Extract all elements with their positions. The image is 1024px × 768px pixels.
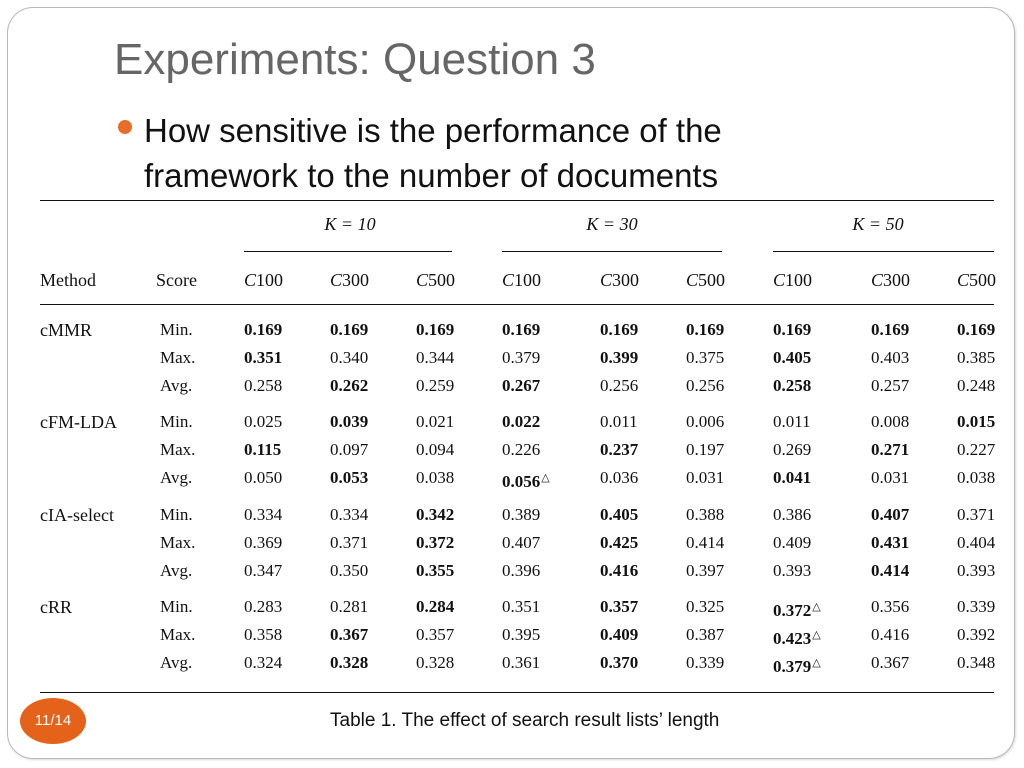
table-cell [330, 505, 368, 525]
table-cell [871, 468, 909, 488]
table-cell [416, 376, 454, 396]
cell-value: 0.358 [244, 625, 283, 644]
table-cell [330, 533, 368, 553]
cell-value: 0.011 [773, 412, 811, 431]
table-cell [686, 440, 724, 460]
cell-value: 0.256 [600, 376, 639, 395]
cell-value: 0.372 [416, 533, 455, 552]
cell-value: 0.397 [686, 561, 725, 580]
cell-value: 0.399 [600, 348, 639, 367]
table-cell [416, 468, 454, 488]
table-cell [502, 376, 540, 396]
table-cell [600, 625, 638, 645]
table-cell [244, 320, 282, 340]
table-cell [244, 533, 282, 553]
score-label: Avg. [160, 561, 193, 580]
page-number-badge: 11/14 [20, 698, 86, 744]
cell-value: 0.328 [416, 653, 455, 672]
table-cell [330, 468, 368, 488]
table-cell [600, 597, 638, 617]
table-cell [416, 412, 454, 432]
group-header-k30: K = 30 [586, 214, 638, 234]
table-cell [686, 597, 724, 617]
cell-value: 0.339 [957, 597, 996, 616]
cell-value: 0.008 [871, 412, 910, 431]
significance-triangle-icon: △ [812, 629, 821, 641]
cell-value: 0.372 [773, 601, 812, 620]
table-cell [957, 505, 995, 525]
table-cell [502, 653, 540, 673]
cell-value: 0.340 [330, 348, 369, 367]
cell-value: 0.355 [416, 561, 455, 580]
cell-value: 0.237 [600, 440, 639, 459]
table-cell [957, 561, 995, 581]
cell-value: 0.350 [330, 561, 369, 580]
table-cell [416, 320, 454, 340]
table-cell [773, 625, 821, 649]
table-cell [686, 376, 724, 396]
score-label: Max. [160, 625, 196, 644]
slide-title: Experiments: Question 3 [114, 35, 596, 84]
table-cell [957, 468, 995, 488]
score-label: Max. [160, 348, 196, 367]
score-label: Max. [160, 533, 196, 552]
table-cell [773, 597, 821, 621]
table-cell [871, 412, 909, 432]
bullet-text: How sensitive is the performance of the framework to the number of documents [144, 112, 722, 194]
table-top-rule [40, 200, 994, 201]
table-caption: Table 1. The effect of search result lists’ length [330, 710, 720, 731]
table-cell [686, 625, 724, 645]
cell-value: 0.405 [600, 505, 639, 524]
table-cell [600, 505, 638, 525]
cell-value: 0.094 [416, 440, 455, 459]
cell-value: 0.041 [773, 468, 812, 487]
col-header [773, 270, 812, 291]
col-header-prefix: C [330, 270, 343, 290]
cell-value: 0.367 [871, 653, 910, 672]
cell-value: 0.414 [686, 533, 725, 552]
table-cell [330, 412, 368, 432]
group-rule-k50 [773, 251, 994, 252]
group-rule-k30 [502, 251, 722, 252]
col-header [244, 270, 283, 291]
cell-value: 0.267 [502, 376, 541, 395]
cell-value: 0.389 [502, 505, 541, 524]
table-cell [416, 653, 454, 673]
col-header-number: 100 [256, 270, 284, 290]
score-label: Avg. [160, 468, 193, 487]
table-cell [244, 505, 282, 525]
cell-value: 0.197 [686, 440, 725, 459]
cell-value: 0.392 [957, 625, 996, 644]
results-table [40, 200, 997, 695]
table-cell [686, 653, 724, 673]
score-label: Min. [160, 597, 193, 616]
table-cell [773, 533, 811, 553]
cell-value: 0.257 [871, 376, 910, 395]
table-cell [600, 440, 638, 460]
method-name: cMMR [40, 320, 93, 340]
table-cell [600, 653, 638, 673]
table-cell [502, 597, 540, 617]
cell-value: 0.038 [416, 468, 455, 487]
cell-value: 0.115 [244, 440, 282, 459]
table-cell [502, 468, 550, 492]
table-cell [686, 468, 724, 488]
cell-value: 0.342 [416, 505, 455, 524]
table-cell [957, 533, 995, 553]
cell-value: 0.169 [600, 320, 639, 339]
table-cell [871, 348, 909, 368]
group-header-k10: K = 10 [324, 214, 376, 234]
table-cell [600, 320, 638, 340]
table-cell [330, 376, 368, 396]
cell-value: 0.379 [502, 348, 541, 367]
bullet-item [118, 108, 878, 198]
cell-value: 0.011 [600, 412, 638, 431]
cell-value: 0.396 [502, 561, 541, 580]
cell-value: 0.169 [502, 320, 541, 339]
cell-value: 0.339 [686, 653, 725, 672]
table-cell [957, 653, 995, 673]
table-cell [244, 376, 282, 396]
table-cell [686, 561, 724, 581]
table-cell [871, 561, 909, 581]
col-header-prefix: C [416, 270, 429, 290]
table-cell [416, 561, 454, 581]
cell-value: 0.344 [416, 348, 455, 367]
cell-value: 0.262 [330, 376, 369, 395]
col-header-prefix: C [502, 270, 515, 290]
cell-value: 0.423 [773, 629, 812, 648]
cell-value: 0.393 [957, 561, 996, 580]
score-label: Min. [160, 505, 193, 524]
table-cell [244, 348, 282, 368]
table-cell [773, 468, 811, 488]
table-cell [600, 412, 638, 432]
score-label: Avg. [160, 376, 193, 395]
cell-value: 0.347 [244, 561, 283, 580]
table-cell [244, 412, 282, 432]
table-cell [871, 376, 909, 396]
table-cell [330, 597, 368, 617]
table-cell [686, 533, 724, 553]
col-header [502, 270, 541, 291]
cell-value: 0.357 [600, 597, 639, 616]
table-cell [957, 376, 995, 396]
col-header-prefix: C [686, 270, 699, 290]
table-cell [871, 440, 909, 460]
table-cell [600, 533, 638, 553]
cell-value: 0.351 [502, 597, 541, 616]
cell-value: 0.022 [502, 412, 541, 431]
cell-value: 0.414 [871, 561, 910, 580]
table-bottom-rule [40, 692, 994, 693]
cell-value: 0.006 [686, 412, 725, 431]
table-cell [330, 320, 368, 340]
table-cell [773, 320, 811, 340]
table-cell [600, 376, 638, 396]
col-header-prefix: C [773, 270, 786, 290]
cell-value: 0.025 [244, 412, 283, 431]
col-header-prefix: C [871, 270, 884, 290]
cell-value: 0.169 [686, 320, 725, 339]
table-cell [244, 653, 282, 673]
cell-value: 0.036 [600, 468, 639, 487]
table-cell [600, 348, 638, 368]
cell-value: 0.388 [686, 505, 725, 524]
table-cell [686, 320, 724, 340]
cell-value: 0.259 [416, 376, 455, 395]
cell-value: 0.015 [957, 412, 996, 431]
cell-value: 0.050 [244, 468, 283, 487]
cell-value: 0.416 [600, 561, 639, 580]
table-cell [502, 533, 540, 553]
table-cell [502, 561, 540, 581]
cell-value: 0.169 [330, 320, 369, 339]
cell-value: 0.271 [871, 440, 910, 459]
col-header [957, 270, 996, 291]
table-cell [773, 505, 811, 525]
cell-value: 0.369 [244, 533, 283, 552]
cell-value: 0.226 [502, 440, 541, 459]
table-cell [416, 533, 454, 553]
cell-value: 0.056 [502, 472, 541, 491]
table-cell [244, 597, 282, 617]
cell-value: 0.334 [330, 505, 369, 524]
table-cell [600, 561, 638, 581]
score-label: Min. [160, 412, 193, 431]
col-header-number: 100 [514, 270, 542, 290]
cell-value: 0.385 [957, 348, 996, 367]
cell-value: 0.371 [957, 505, 996, 524]
cell-value: 0.387 [686, 625, 725, 644]
score-label: Max. [160, 440, 196, 459]
cell-value: 0.351 [244, 348, 283, 367]
significance-triangle-icon: △ [812, 601, 821, 613]
table-cell [244, 468, 282, 488]
cell-value: 0.431 [871, 533, 910, 552]
cell-value: 0.248 [957, 376, 996, 395]
cell-value: 0.409 [773, 533, 812, 552]
cell-value: 0.281 [330, 597, 369, 616]
table-cell [502, 348, 540, 368]
col-header [416, 270, 455, 291]
score-label: Avg. [160, 653, 193, 672]
cell-value: 0.334 [244, 505, 283, 524]
cell-value: 0.375 [686, 348, 725, 367]
col-header-prefix: C [244, 270, 257, 290]
col-header-number: 500 [428, 270, 456, 290]
table-cell [416, 597, 454, 617]
col-header [871, 270, 910, 291]
col-header-number: 100 [785, 270, 813, 290]
cell-value: 0.407 [502, 533, 541, 552]
cell-value: 0.409 [600, 625, 639, 644]
cell-value: 0.097 [330, 440, 369, 459]
col-header [330, 270, 369, 291]
table-cell [957, 320, 995, 340]
col-header-prefix: C [957, 270, 970, 290]
table-cell [330, 653, 368, 673]
table-cell [502, 505, 540, 525]
table-cell [244, 440, 281, 460]
cell-value: 0.356 [871, 597, 910, 616]
table-cell [502, 412, 540, 432]
table-cell [773, 348, 811, 368]
table-cell [773, 653, 821, 677]
table-cell [330, 348, 368, 368]
table-cell [330, 625, 368, 645]
cell-value: 0.324 [244, 653, 283, 672]
cell-value: 0.404 [957, 533, 996, 552]
col-header [600, 270, 639, 291]
cell-value: 0.395 [502, 625, 541, 644]
table-cell [416, 348, 454, 368]
cell-value: 0.169 [773, 320, 812, 339]
table-cell [773, 412, 811, 432]
table-cell [416, 505, 454, 525]
table-cell [773, 440, 811, 460]
col-header [686, 270, 725, 291]
cell-value: 0.031 [871, 468, 910, 487]
table-cell [957, 412, 995, 432]
cell-value: 0.269 [773, 440, 812, 459]
cell-value: 0.379 [773, 657, 812, 676]
table-cell [244, 625, 282, 645]
table-cell [330, 561, 368, 581]
cell-value: 0.371 [330, 533, 369, 552]
table-cell [871, 625, 909, 645]
table-cell [416, 625, 454, 645]
table-cell [957, 348, 995, 368]
table-cell [871, 320, 909, 340]
cell-value: 0.348 [957, 653, 996, 672]
cell-value: 0.053 [330, 468, 369, 487]
cell-value: 0.021 [416, 412, 455, 431]
cell-value: 0.039 [330, 412, 369, 431]
table-cell [244, 561, 282, 581]
cell-value: 0.407 [871, 505, 910, 524]
col-header-number: 300 [612, 270, 640, 290]
group-header-k50: K = 50 [852, 214, 904, 234]
cell-value: 0.038 [957, 468, 996, 487]
table-cell [600, 468, 638, 488]
col-header-method: Method [40, 270, 96, 290]
table-cell [686, 348, 724, 368]
cell-value: 0.328 [330, 653, 369, 672]
cell-value: 0.325 [686, 597, 725, 616]
cell-value: 0.283 [244, 597, 283, 616]
table-cell [502, 625, 540, 645]
cell-value: 0.258 [773, 376, 812, 395]
cell-value: 0.031 [686, 468, 725, 487]
bullet-dot-icon [118, 120, 132, 134]
table-cell [502, 320, 540, 340]
table-cell [871, 505, 909, 525]
method-name: cRR [40, 597, 73, 617]
cell-value: 0.284 [416, 597, 455, 616]
col-header-prefix: C [600, 270, 613, 290]
cell-value: 0.416 [871, 625, 910, 644]
score-label: Min. [160, 320, 193, 339]
significance-triangle-icon: △ [812, 657, 821, 669]
cell-value: 0.258 [244, 376, 283, 395]
table-cell [871, 653, 909, 673]
cell-value: 0.169 [957, 320, 996, 339]
cell-value: 0.169 [244, 320, 283, 339]
method-name: cIA-select [40, 505, 114, 525]
table-cell [957, 440, 995, 460]
cell-value: 0.227 [957, 440, 996, 459]
cell-value: 0.403 [871, 348, 910, 367]
cell-value: 0.425 [600, 533, 639, 552]
table-cell [957, 625, 995, 645]
cell-value: 0.169 [871, 320, 910, 339]
table-cell [686, 412, 724, 432]
cell-value: 0.169 [416, 320, 455, 339]
cell-value: 0.357 [416, 625, 455, 644]
col-header-score: Score [156, 270, 197, 290]
table-cell [773, 561, 811, 581]
significance-triangle-icon: △ [541, 472, 550, 484]
col-header-number: 500 [969, 270, 997, 290]
table-cell [502, 440, 540, 460]
table-cell [416, 440, 454, 460]
cell-value: 0.370 [600, 653, 639, 672]
table-cell [773, 376, 811, 396]
cell-value: 0.405 [773, 348, 812, 367]
col-header-number: 300 [342, 270, 370, 290]
cell-value: 0.361 [502, 653, 541, 672]
cell-value: 0.393 [773, 561, 812, 580]
table-cell [686, 505, 724, 525]
table-cell [871, 597, 909, 617]
cell-value: 0.367 [330, 625, 369, 644]
table-header-rule [40, 304, 994, 305]
cell-value: 0.256 [686, 376, 725, 395]
col-header-number: 300 [883, 270, 911, 290]
table-cell [871, 533, 909, 553]
col-header-number: 500 [698, 270, 726, 290]
cell-value: 0.386 [773, 505, 812, 524]
table-cell [330, 440, 368, 460]
group-rule-k10 [244, 251, 452, 252]
method-name: cFM-LDA [40, 412, 117, 432]
table-cell [957, 597, 995, 617]
